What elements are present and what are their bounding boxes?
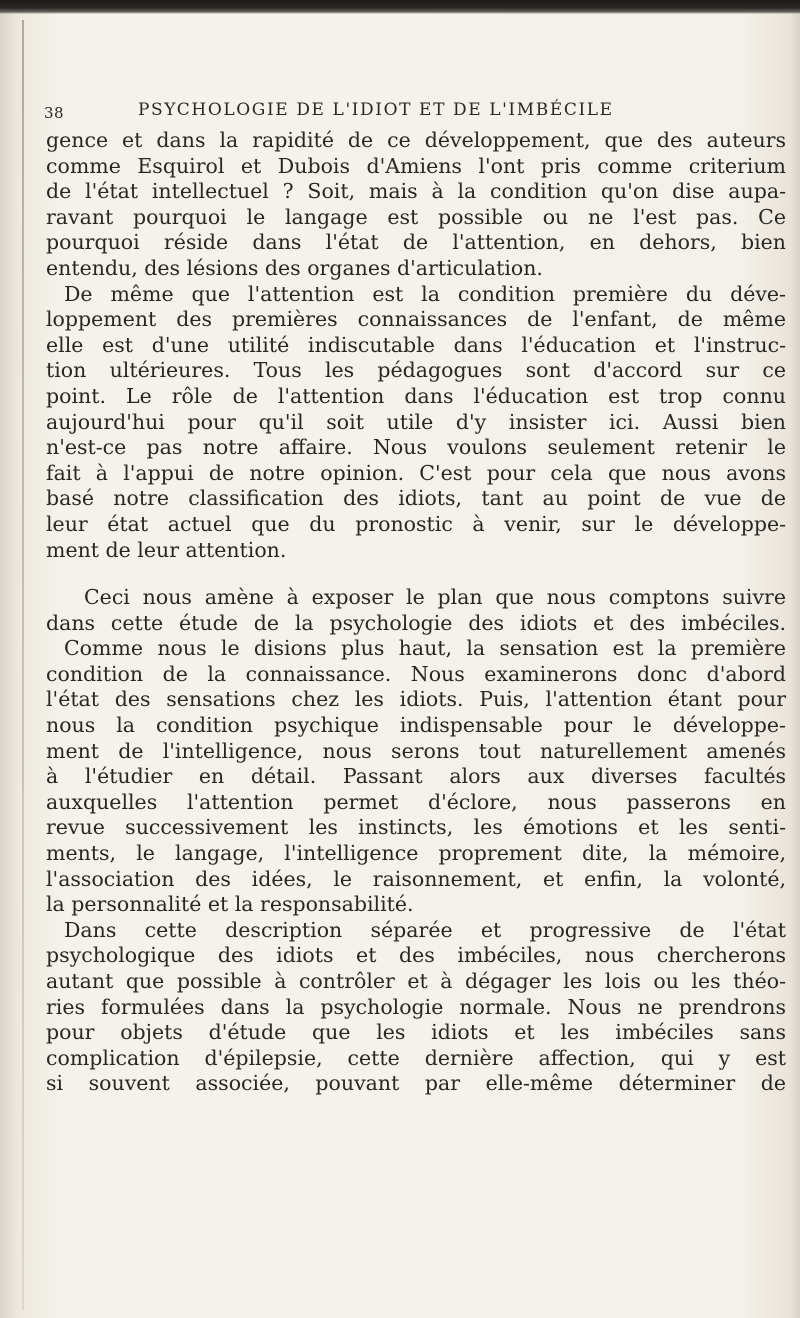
text-line: comme Esquirol et Dubois d'Amiens l'ont pris comme criterium [46,153,786,178]
text-line: ravant pourquoi le langage est possible ou ne l'est pas. Ce [46,204,786,229]
text-line: ries formulées dans la psychologie normale. Nous ne prendrons [46,994,786,1019]
text-line: loppement des premières connaissances de l'enfant, de même [46,307,786,332]
text-line: de l'état intellectuel ? Soit, mais à la condition qu'on dise aupa- [46,179,786,204]
text-line: autant que possible à contrôler et à dégager les lois ou les théo- [46,969,786,993]
text-line: Comme nous le disions plus haut, la sensation est la première [64,636,786,661]
text-line: ments, le langage, l'intelligence proprement dite, la mémoire, [46,841,786,866]
text-line: gence et dans la rapidité de ce développement, que des auteurs [46,128,786,152]
text-line: pourquoi réside dans l'état de l'attention, en dehors, bien [46,230,786,255]
text-line: à l'étudier en détail. Passant alors aux diverses facultés [46,764,786,789]
paragraph-spacer [46,563,786,585]
text-line: Dans cette description séparée et progressive de l'état [64,917,786,942]
text-line: point. Le rôle de l'attention dans l'éducation est trop connu [46,383,786,408]
text-line: si souvent associée, pouvant par elle-même déterminer de [46,1071,786,1096]
page-number: 38 [44,104,65,122]
text-line: aujourd'hui pour qu'il soit utile d'y insister ici. Aussi bien [46,409,786,434]
text-line: complication d'épilepsie, cette dernière affection, qui y est [46,1045,786,1070]
running-title: PSYCHOLOGIE DE L'IDIOT ET DE L'IMBÉCILE [138,100,614,120]
text-line: n'est-ce pas notre affaire. Nous voulons seulement retenir le [46,435,786,460]
text-line: la personnalité et la responsabilité. [46,892,414,917]
text-line: nous la condition psychique indispensable pour le développe- [46,713,786,738]
text-line: basé notre classification des idiots, tant au point de vue de [46,486,786,511]
binding-shadow [0,0,800,14]
paragraph-4 [46,918,786,1097]
paragraph-2 [46,282,786,564]
text-line: tion ultérieures. Tous les pédagogues sont d'accord sur ce [46,358,786,383]
paragraph-1 [46,128,786,282]
text-line: revue successivement les instincts, les émotions et les senti- [46,815,786,840]
text-line: ment de l'intelligence, nous serons tout naturellement amenés [46,738,786,763]
paragraph-3 [46,585,786,918]
text-line: auxquelles l'attention permet d'éclore, nous passerons en [46,789,786,814]
text-line: dans cette étude de la psychologie des idiots et des imbéciles. [46,610,786,635]
text-line: De même que l'attention est la condition première du déve- [64,281,786,306]
text-line: fait à l'appui de notre opinion. C'est pour cela que nous avons [46,460,786,485]
text-line: ment de leur attention. [46,537,287,562]
body-text [46,128,786,1097]
text-line: psychologique des idiots et des imbéciles, nous chercherons [46,943,786,968]
text-line: l'état des sensations chez les idiots. Puis, l'attention étant pour [46,687,786,712]
text-line: l'association des idées, le raisonnement, et enfin, la volonté, [46,866,786,891]
page-gutter [22,20,24,1310]
text-line: elle est d'une utilité indiscutable dans l'éducation et l'instruc- [46,332,786,357]
text-line: condition de la connaissance. Nous examinerons donc d'abord [46,661,786,686]
text-line: entendu, des lésions des organes d'articulation. [46,255,543,280]
page-header [44,96,784,124]
text-line: pour objets d'étude que les idiots et les imbéciles sans [46,1020,786,1045]
text-line: Ceci nous amène à exposer le plan que nous comptons suivre [84,585,786,610]
text-line: leur état actuel que du pronostic à venir, sur le développe- [46,511,786,536]
